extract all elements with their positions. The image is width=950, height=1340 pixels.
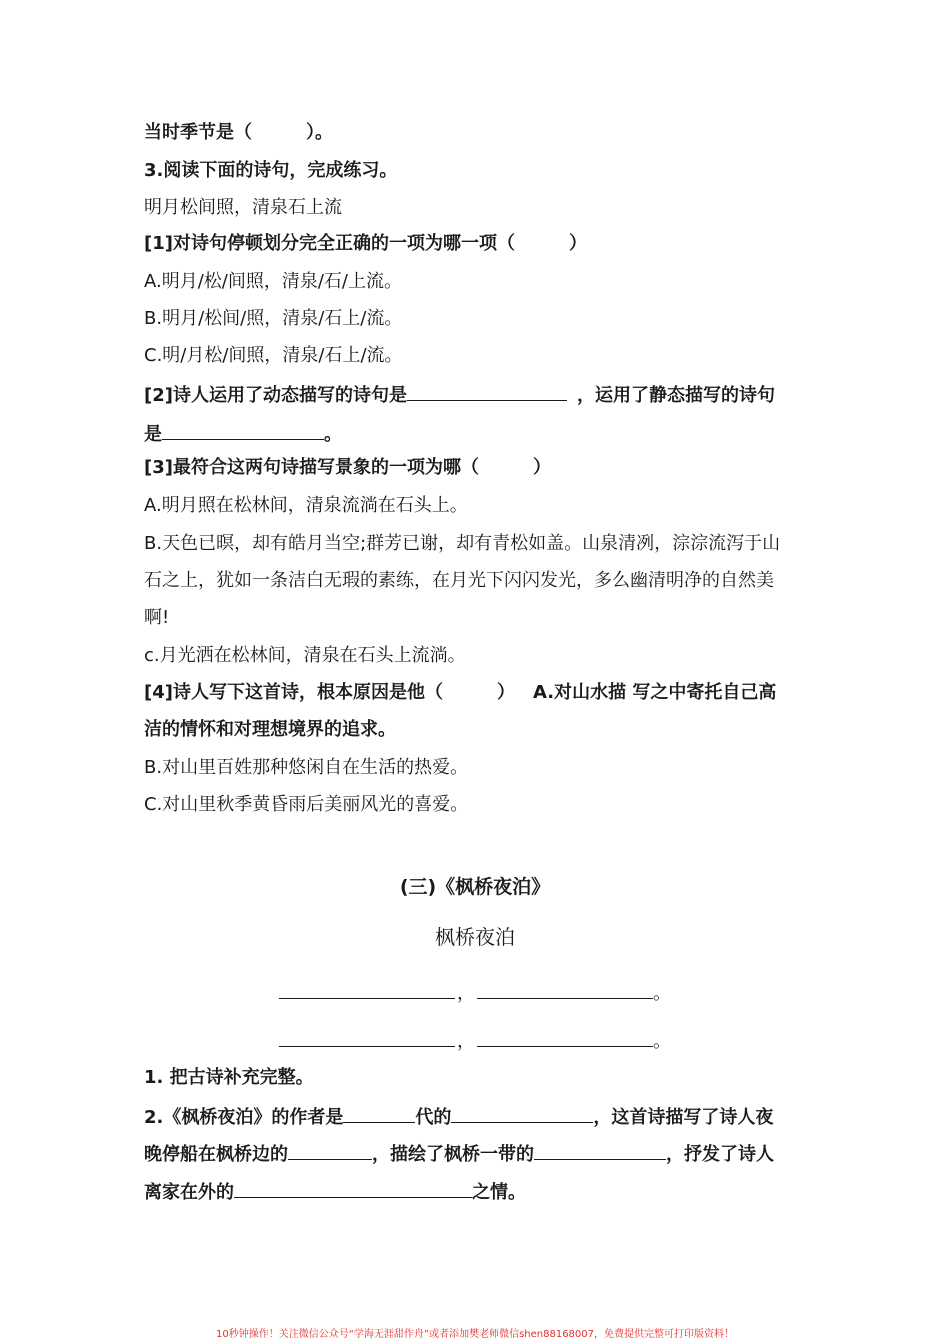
answer-blank-dynamic[interactable] (407, 382, 567, 401)
period-1: 。 (653, 983, 671, 1004)
q3-1-question: [1]对诗句停顿划分完全正确的一项为哪一项（ ） (144, 233, 587, 254)
blank-scenery[interactable] (534, 1141, 666, 1160)
q3-3-option-b-line2: 石之上，犹如一条洁白无瑕的素练，在月光下闪闪发光，多么幽清明净的自然美 (144, 570, 774, 591)
fill-q2-text-e: ，描绘了枫桥一带的 (372, 1144, 534, 1165)
fill-q2-line3 (144, 1179, 526, 1205)
poem-blank-1[interactable] (279, 980, 455, 999)
q3-2-text-c: 是 (144, 424, 162, 445)
poem-lines: 明月松间照，清泉石上流 (144, 197, 342, 218)
poem-fill-line-1 (0, 980, 950, 1006)
comma-2: ， (457, 1031, 475, 1052)
season-question: 当时季节是（ ）。 (144, 122, 333, 143)
fill-q2-text-h: 之情。 (472, 1182, 526, 1203)
q3-title: 3.阅读下面的诗句，完成练习。 (144, 160, 398, 181)
q3-4-option-c: C.对山里秋季黄昏雨后美丽风光的喜爱。 (144, 794, 469, 815)
answer-blank-static[interactable] (162, 421, 324, 440)
q3-2-line2 (144, 421, 342, 447)
fill-q1: 1. 把古诗补充完整。 (144, 1067, 314, 1088)
q3-3-option-b-line3: 啊! (144, 607, 170, 628)
q3-2-text-b: ，运用了静态描写的诗句 (576, 385, 775, 406)
q3-1-option-c: C.明/月松/间照，清泉/石上/流。 (144, 345, 403, 366)
fill-q2-line2 (144, 1141, 774, 1167)
q3-3-option-b-line1: B.天色已暝，却有皓月当空;群芳已谢，却有青松如盖。山泉清冽，淙淙流泻于山 (144, 533, 781, 554)
blank-dynasty[interactable] (343, 1104, 415, 1123)
fill-q2-text-f: ，抒发了诗人 (666, 1144, 774, 1165)
fill-q2-text-g: 离家在外的 (144, 1182, 234, 1203)
poem-blank-2[interactable] (477, 980, 653, 999)
q3-4-option-a-part2: 洁的情怀和对理想境界的追求。 (144, 719, 396, 740)
q3-2-text-d: 。 (324, 424, 342, 445)
fill-q2-text-d: 晚停船在枫桥边的 (144, 1144, 288, 1165)
q3-1-option-b: B.明月/松间/照，清泉/石上/流。 (144, 308, 403, 329)
section-heading: (三)《枫桥夜泊》 (399, 876, 551, 898)
q3-3-option-c: c.月光洒在松林间，清泉在石头上流淌。 (144, 645, 466, 666)
poem-blank-4[interactable] (477, 1028, 653, 1047)
blank-author[interactable] (451, 1104, 593, 1123)
q3-3-question: [3]最符合这两句诗描写景象的一项为哪（ ） (144, 457, 551, 478)
fill-q2-text-a: 2.《枫桥夜泊》的作者是 (144, 1107, 344, 1128)
footer-promo: 10秒钟操作！关注微信公众号“学海无涯甜作舟”或者添加樊老师微信shen88168007，免费提供完整可打印版资料！ (215, 1329, 735, 1340)
q3-4-line1 (144, 681, 776, 705)
blank-scene[interactable] (288, 1141, 372, 1160)
comma-1: ， (457, 983, 475, 1004)
fill-q2-text-b: 代的 (415, 1107, 452, 1128)
blank-feeling[interactable] (234, 1179, 472, 1198)
fill-q2-line1 (144, 1104, 773, 1130)
q3-4-option-a-part1: A.对山水描 写之中寄托自己高 (532, 682, 777, 703)
q3-4-option-b: B.对山里百姓那种悠闲自在生活的热爱。 (144, 757, 469, 778)
q3-3-option-a: A.明月照在松林间，清泉流淌在石头上。 (144, 495, 468, 516)
q3-4-question: [4]诗人写下这首诗，根本原因是他（ ） (144, 682, 515, 703)
fill-q2-text-c: ，这首诗描写了诗人夜 (593, 1107, 774, 1128)
q3-2-text-a: [2]诗人运用了动态描写的诗句是 (144, 385, 407, 406)
poem-fill-line-2 (0, 1028, 950, 1054)
period-2: 。 (653, 1031, 671, 1052)
q3-1-option-a: A.明月/松/间照，清泉/石/上流。 (144, 271, 402, 292)
poem-title: 枫桥夜泊 (435, 925, 515, 949)
q3-2-line1 (144, 382, 775, 408)
poem-blank-3[interactable] (279, 1028, 455, 1047)
